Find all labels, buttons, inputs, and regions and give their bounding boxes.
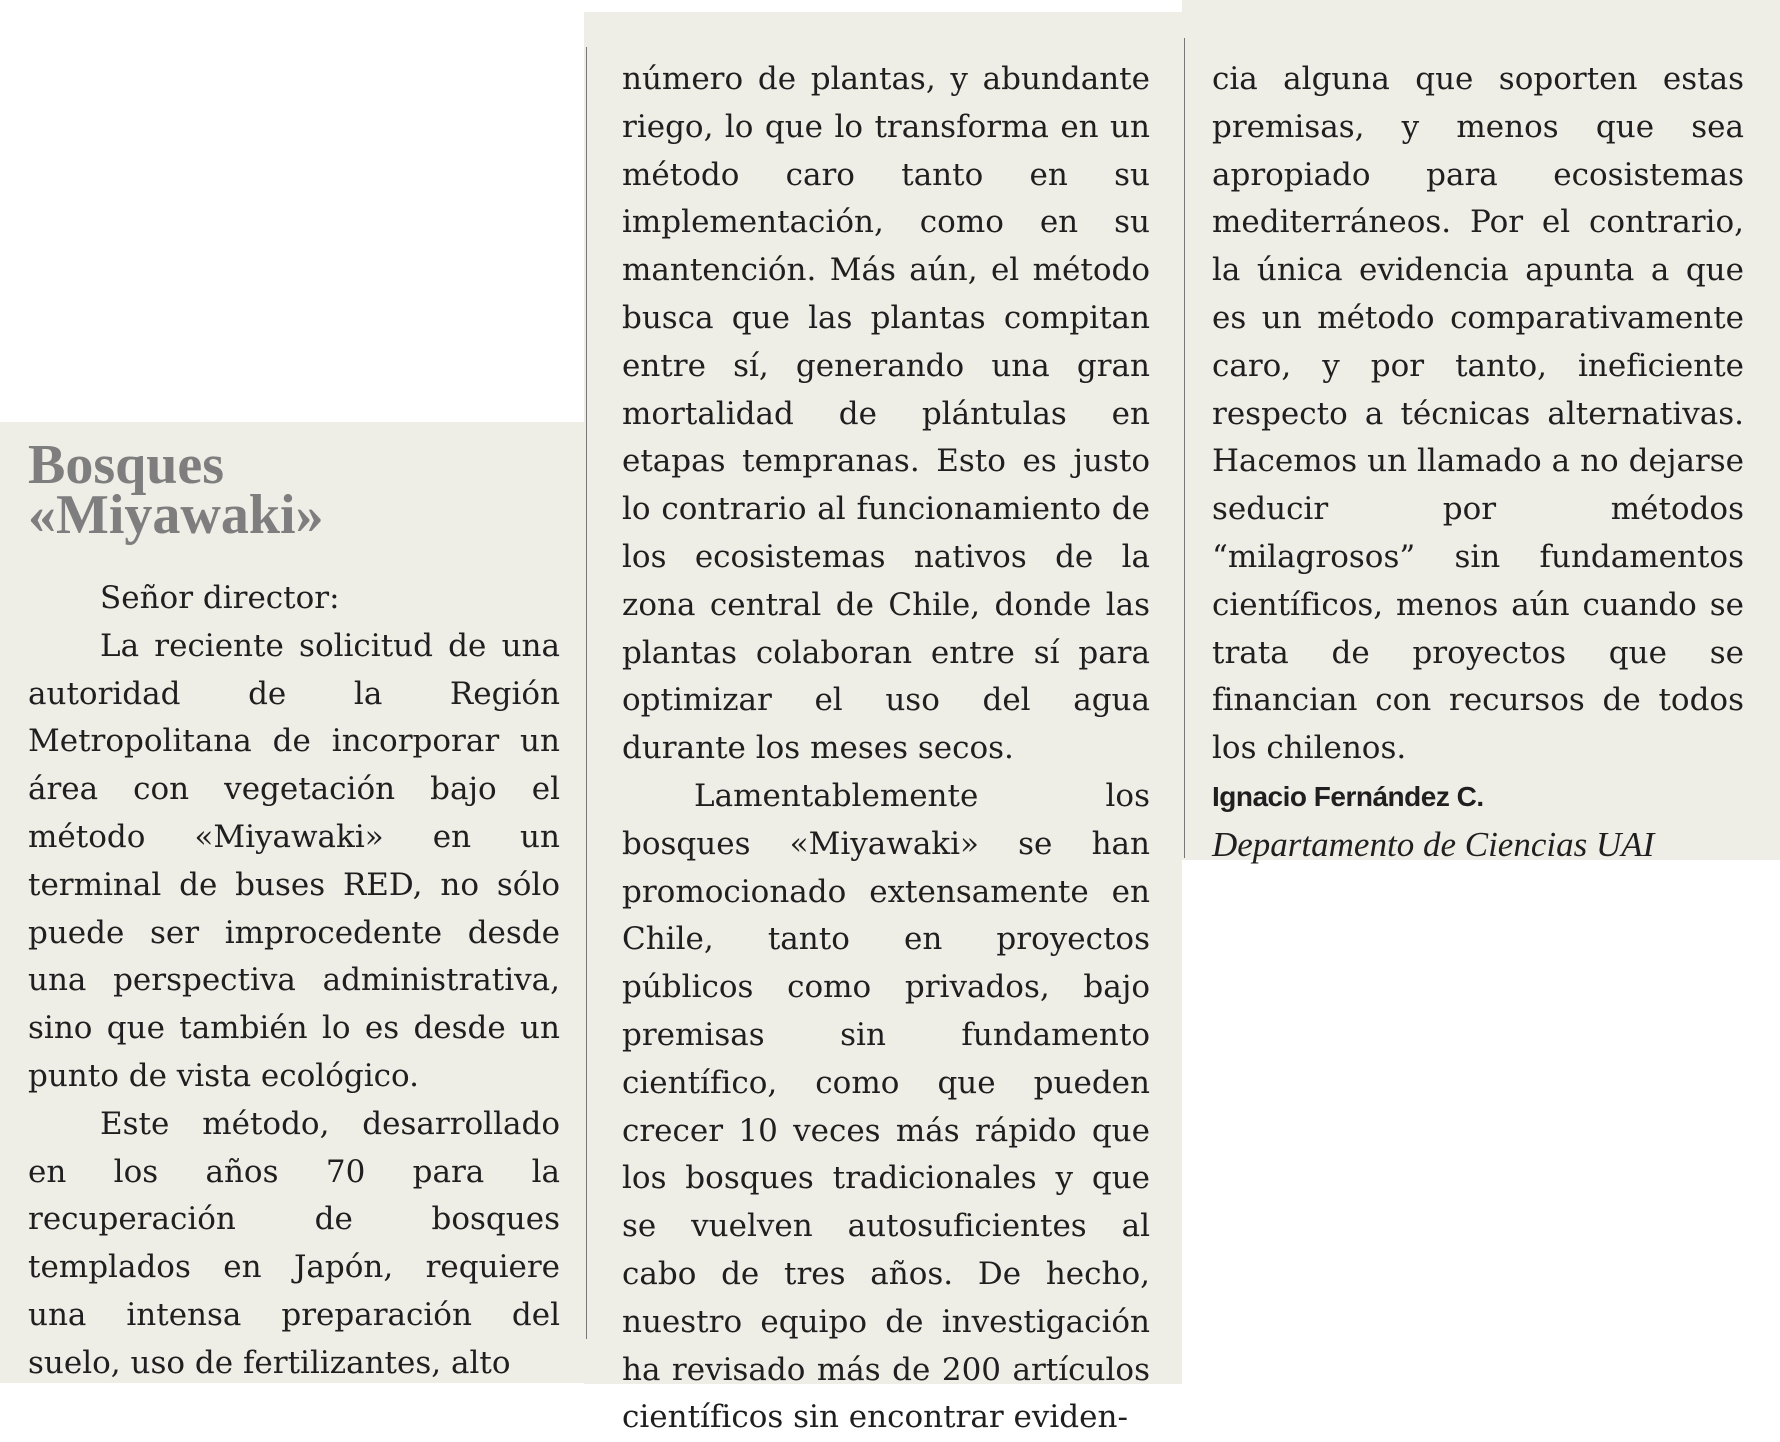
article-title [28, 434, 558, 546]
title-line-1: Bosques [28, 434, 225, 496]
text-column-1 [28, 575, 560, 1388]
paragraph-2-continued: número de plantas, y abundante riego, lo que lo transforma en un método caro tanto en su implementación, como en su mantención. Más aún, el método busca que las plantas compitan entre sí, generando una gran mortalidad de plántulas en etapas tempranas. Esto es justo lo contrario al funcionamiento de los ecosistemas nativos de la zona central de Chile, donde las plantas colaboran entre sí para optimizar el uso del agua durante los meses secos. [622, 61, 1150, 767]
paragraph-3: Lamentablemente los bosques «Miyawaki» se han promocionado extensamente en Chile, tanto en proyectos públicos como privados, bajo premisas sin fundamento científico, como que pueden crecer 10 veces más rápido que los bosques tradicionales y que se vuelven autosuficientes al cabo de tres años. De hecho, nuestro equipo de investigación ha revisado más de 200 artículos científicos sin encontrar eviden- [622, 777, 1150, 1436]
author-name: Ignacio Fernández C. [1212, 780, 1484, 812]
paragraph-2: Este método, desarrollado en los años 70 para la recuperación de bosques templados en Japón, requiere una intensa preparación del suelo, uso de fertilizantes, alto [28, 1105, 560, 1381]
text-column-3 [1212, 56, 1744, 869]
column-divider-1 [586, 47, 587, 1339]
text-column-2 [622, 56, 1150, 1442]
title-line-2: «Miyawaki» [28, 484, 324, 546]
paragraph-3-continued: cia alguna que soporten estas premisas, y menos que sea apropiado para ecosistemas mediterráneos. Por el contrario, la única evidencia apunta a que es un método comparativamente caro, y por tanto, ineficiente respecto a técnicas alternativas. Hacemos un llamado a no dejarse seducir por métodos “milagrosos” sin fundamentos científicos, menos aún cuando se trata de proyectos que se financian con recursos de todos los chilenos. [1212, 61, 1744, 767]
author-affiliation: Departamento de Ciencias UAI [1212, 824, 1655, 864]
salutation: Señor director: [100, 580, 340, 616]
column-divider-2 [1184, 38, 1185, 858]
paragraph-1: La reciente solicitud de una autoridad de la Región Metropolitana de incorporar un área con vegetación bajo el método «Miyawaki» en un terminal de buses RED, no sólo puede ser improcedente desde una perspectiva administrativa, sino que también lo es desde un punto de vista ecológico. [28, 627, 560, 1094]
